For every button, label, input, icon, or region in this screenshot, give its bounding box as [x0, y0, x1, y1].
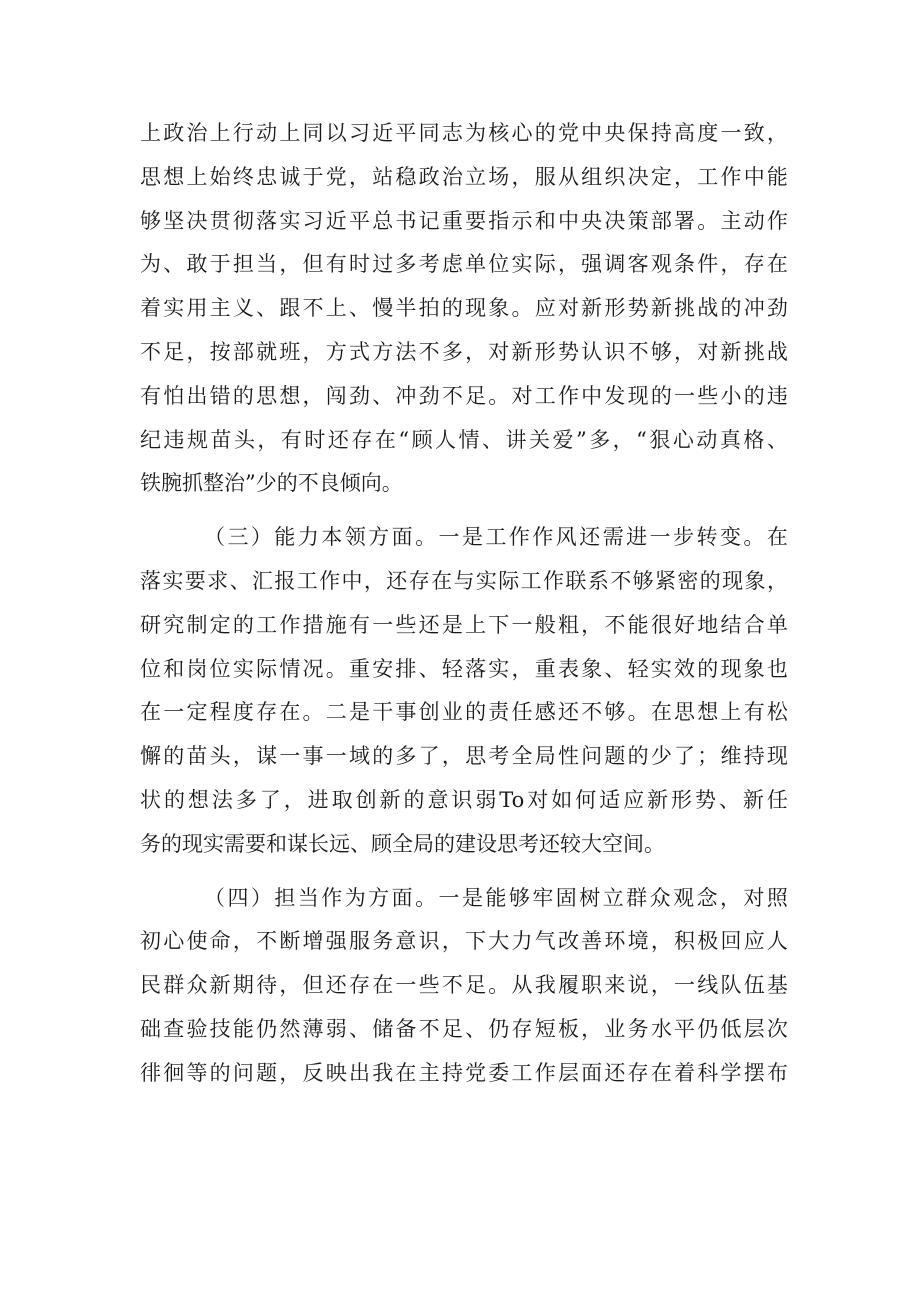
paragraph [140, 877, 788, 1096]
paragraph [140, 516, 788, 866]
text-line: 够 坚 决 贯 彻 落 实 习 近 平 总 书 记 重 要 指 示 和 中 央 决 策 部 署 。 主 动 作 [140, 208, 788, 233]
paragraph [140, 112, 788, 506]
text-line: 为 、 敢 于 担 当 ， 但 有 时 过 多 考 虑 单 位 实 际 ， 强 调 客 观 条 件 ， 存 在 [140, 252, 788, 277]
text-line: 有 怕 出 错 的 思 想 ， 闯 劲 、 冲 劲 不 足 。 对 工 作 中 发 现 的 一 些 小 的 违 [140, 383, 788, 408]
text-line: 懈 的 苗 头 ， 谋 一 事 一 域 的 多 了 ， 思 考 全 局 性 问 题 的 少 了 ； 维 持 现 [140, 744, 788, 769]
text-line: 研 究 制 定 的 工 作 措 施 有 一 些 还 是 上 下 一 般 粗 ， 不 能 很 好 地 结 合 单 [140, 612, 788, 637]
text-line: 纪 违 规 苗 头 ， 有 时 还 存 在 “ 顾 人 情 、 讲 关 爱 ” 多 ， “ 狠 心 动 真 格 、 [140, 427, 788, 452]
text-line: （ 四 ） 担 当 作 为 方 面 。 一 是 能 够 牢 固 树 立 群 众 观 念 ， 对 照 [204, 885, 788, 910]
text-line: 民 群 众 新 期 待 ， 但 还 存 在 一 些 不 足 。 从 我 履 职 来 说 ， 一 线 队 伍 基 [140, 973, 788, 998]
text-line: 位 和 岗 位 实 际 情 况 。 重 安 排 、 轻 落 实 ， 重 表 象 、 轻 实 效 的 现 象 也 [140, 656, 788, 681]
text-line: 状 的 想 法 多 了 ， 进 取 创 新 的 意 识 弱 To 对 如 何 适 应 新 形 势 、 新 任 [140, 787, 788, 812]
text-line: 在 一 定 程 度 存 在 。 二 是 干 事 创 业 的 责 任 感 还 不 够 。 在 思 想 上 有 松 [140, 700, 788, 725]
text-line: 落 实 要 求 、 汇 报 工 作 中 ， 还 存 在 与 实 际 工 作 联 系 不 够 紧 密 的 现 象 ， [140, 568, 788, 593]
text-line: 思 想 上 始 终 忠 诚 于 党 ， 站 稳 政 治 立 场 ， 服 从 组 织 决 定 ， 工 作 中 能 [140, 164, 788, 189]
text-line: （ 三 ） 能 力 本 领 方 面 。 一 是 工 作 作 风 还 需 进 一 步 转 变 。 在 [204, 525, 788, 550]
text-line: 初 心 使 命 ， 不 断 增 强 服 务 意 识 ， 下 大 力 气 改 善 环 境 ， 积 极 回 应 人 [140, 929, 788, 954]
text-line: 着 实 用 主 义 、 跟 不 上 、 慢 半 拍 的 现 象 。 应 对 新 形 势 新 挑 战 的 冲 劲 [140, 296, 788, 321]
text-line: 徘 徊 等 的 问 题 ， 反 映 出 我 在 主 持 党 委 工 作 层 面 还 存 在 着 科 学 摆 布 [140, 1060, 788, 1085]
text-line: 上 政 治 上 行 动 上 同 以 习 近 平 同 志 为 核 心 的 党 中 央 保 持 高 度 一 致 ， [140, 121, 788, 145]
document-body [140, 112, 788, 1096]
text-line: 础 查 验 技 能 仍 然 薄 弱 、 储 备 不 足 、 仍 存 短 板 ， 业 务 水 平 仍 低 层 次 [140, 1016, 788, 1041]
text-line: 不 足 ， 按 部 就 班 ， 方 式 方 法 不 多 ， 对 新 形 势 认 识 不 够 ， 对 新 挑 战 [140, 339, 788, 364]
text-line: 务的现实需要和谋长远、顾全局的建设思考还较大空间。 [140, 831, 665, 856]
text-line: 铁腕抓整治”少的不良倾向。 [140, 471, 403, 496]
